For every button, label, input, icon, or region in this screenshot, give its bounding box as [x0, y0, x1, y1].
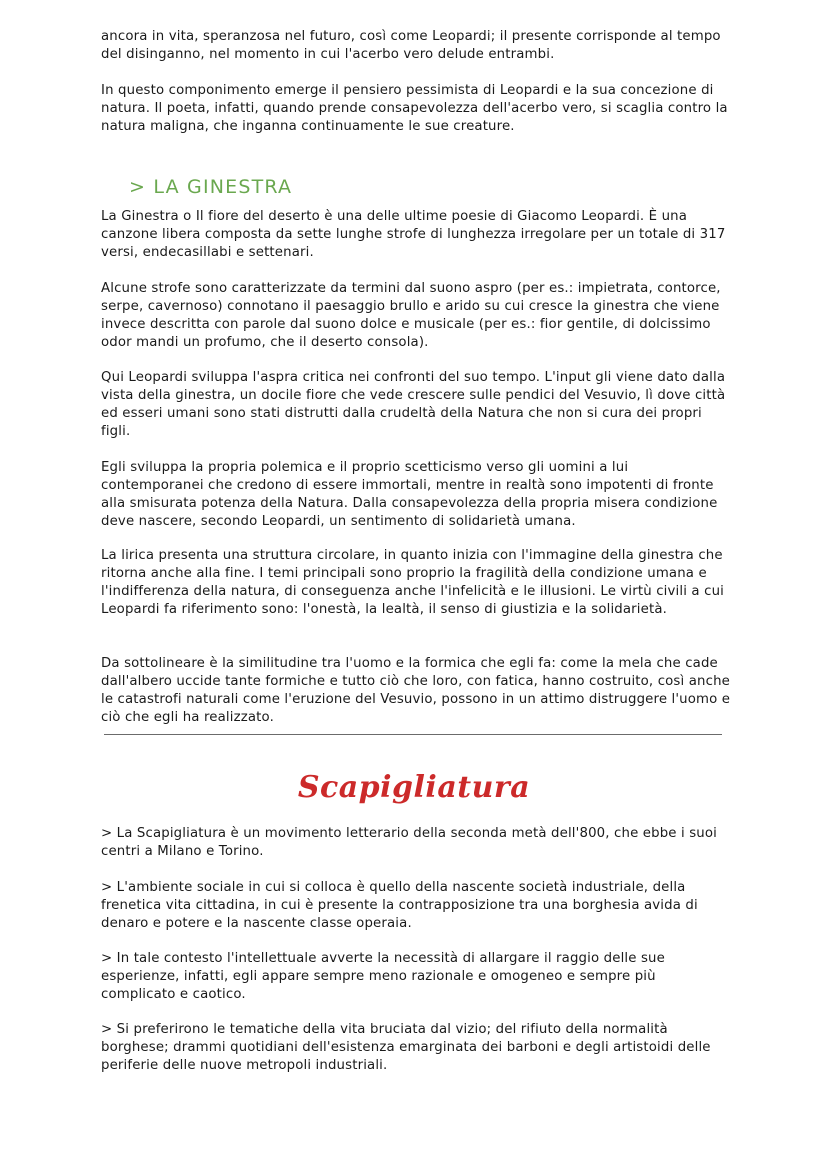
scapigliatura-paragraph-3: > In tale contesto l'intellettuale avverte la necessità di allargare il raggio delle sue esperienze, infatti, egli appare sempre meno razionale e omogeneo e sempre più complicato e caotico.: [101, 951, 665, 1002]
ginestra-paragraph-3: Qui Leopardi sviluppa l'aspra critica nei confronti del suo tempo. L'input gli viene dato dalla vista della ginestra, un docile fiore che vede crescere sulle pendici del Vesuvio, lì dove città ed esseri umani sono stati distrutti dalla crudeltà della Natura che non si cura dei propri figli.: [101, 370, 726, 439]
intro-paragraph-1: ancora in vita, speranzosa nel futuro, così come Leopardi; il presente corrisponde al tempo del disinganno, nel momento in cui l'acerbo vero delude entrambi.: [101, 29, 721, 62]
scapigliatura-paragraph-1: > La Scapigliatura è un movimento letterario della seconda metà dell'800, che ebbe i suoi centri a Milano e Torino.: [101, 826, 718, 859]
ginestra-paragraph-4: Egli sviluppa la propria polemica e il proprio scetticismo verso gli uomini a lui contemporanei che credono di essere immortali, mentre in realtà sono impotenti di fronte alla smisurata potenza della Natura. Dalla consapevolezza della propria misera condizione deve nascere, secondo Leopardi, un sentimento di solidarietà umana.: [101, 460, 718, 529]
scapigliatura-title: Scapigliatura: [297, 770, 531, 805]
scapigliatura-paragraph-4: > Si preferirono le tematiche della vita bruciata dal vizio; del rifiuto della normalità borghese; drammi quotidiani dell'esistenza emarginata dei barboni e degli artistoidi delle periferie delle nuove metropoli industriali.: [101, 1022, 711, 1073]
ginestra-paragraph-1: La Ginestra o Il fiore del deserto è una delle ultime poesie di Giacomo Leopardi. È una canzone libera composta da sette lunghe strofe di lunghezza irregolare per un totale di 317 versi, endecasillabi e settenari.: [101, 209, 726, 260]
section-divider: [104, 734, 722, 735]
scapigliatura-paragraph-2: > L'ambiente sociale in cui si colloca è quello della nascente società industriale, della frenetica vita cittadina, in cui è presente la contrapposizione tra una borghesia avida di denaro e potere e la nascente classe operaia.: [101, 880, 698, 931]
section-heading-ginestra: > LA GINESTRA: [129, 176, 293, 198]
ginestra-paragraph-6: Da sottolineare è la similitudine tra l'uomo e la formica che egli fa: come la mela che cade dall'albero uccide tante formiche e tutto ciò che loro, con fatica, hanno costruito, così anche le catastrofi naturali come l'eruzione del Vesuvio, possono in un attimo distruggere l'uomo e ciò che egli ha realizzato.: [101, 656, 731, 725]
ginestra-paragraph-2: Alcune strofe sono caratterizzate da termini dal suono aspro (per es.: impietrata, contorce, serpe, cavernoso) connotano il paesaggio brullo e arido su cui cresce la ginestra che viene invece descritta con parole dal suono dolce e musicale (per es.: fior gentile, di dolcissimo odor mandi un profumo, che il deserto consola).: [101, 281, 721, 350]
intro-paragraph-2: In questo componimento emerge il pensiero pessimista di Leopardi e la sua concezione di natura. Il poeta, infatti, quando prende consapevolezza dell'acerbo vero, si scaglia contro la natura maligna, che inganna continuamente le sue creature.: [101, 83, 728, 134]
ginestra-paragraph-5: La lirica presenta una struttura circolare, in quanto inizia con l'immagine della ginestra che ritorna anche alla fine. I temi principali sono proprio la fragilità della condizione umana e l'indifferenza della natura, di conseguenza anche l'infelicità e le illusioni. Le virtù civili a cui Leopardi fa riferimento sono: l'onestà, la lealtà, il senso di giustizia e la solidarietà.: [101, 548, 724, 617]
